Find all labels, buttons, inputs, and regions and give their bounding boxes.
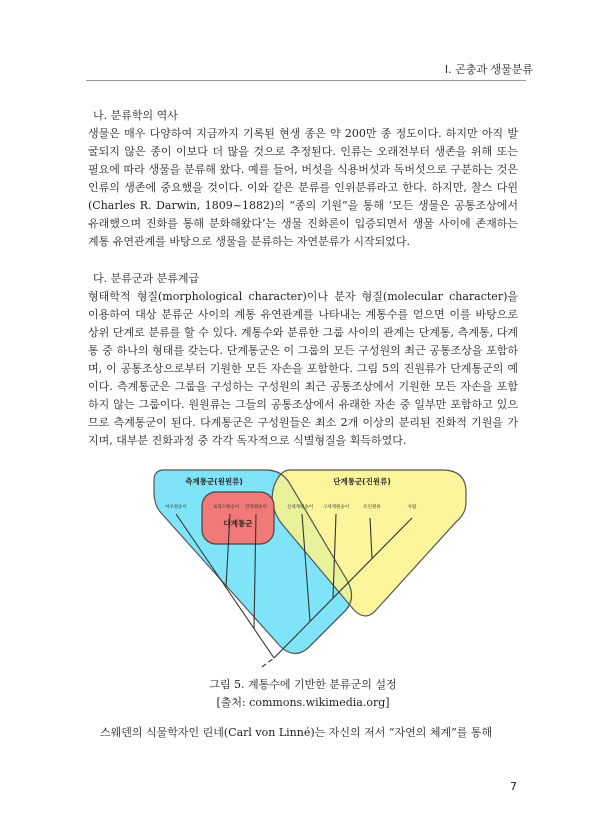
taxon-label: 사람 <box>407 505 417 510</box>
paragraph-history: 생물은 매우 다양하여 지금까지 기록된 현생 종은 약 200만 종 정도이다. 하지만 아직 발굴되지 않은 종이 이보다 더 많을 것으로 추정된다. 인류는 오래전부터 생존을 위해 또는 필요에 따라 생물을 분류해 왔다. 예를 들어, 버섯을 식용버섯과 독버섯으로 구분하는 것은 인류의 생존에 중요했을 것이다. 이와 같은 분류를 인위분류라고 한다. 하지만, 찰스 다윈(Charles R. Darwin, 1809~1882)의 “종의 기원”을 통해 ‘모든 생물은 공통조상에서 유래했으며 진화를 통해 분화해왔다’는 생물 진화론이 입증되면서 생물 사이에 존재하는 계통 유연관계를 바탕으로 생물을 분류하는 자연분류가 시작되었다. <box>88 127 518 248</box>
closing-paragraph <box>88 724 518 742</box>
taxon-label: 안경원숭이 <box>245 505 267 510</box>
running-header: I. 곤충과 생물분류 <box>444 63 533 76</box>
polyphyletic-region <box>202 492 274 544</box>
section-history <box>88 107 518 251</box>
label-polyphyletic: 다계통군 <box>223 519 253 528</box>
figure-caption: 그림 5. 계통수에 기반한 분류군의 설정 <box>209 678 397 691</box>
page-number: 7 <box>510 780 517 793</box>
section-taxa <box>88 270 518 450</box>
label-monophyletic: 단계통군(진원류) <box>333 477 391 486</box>
closing-text: 스웨덴의 식물학자인 린네(Carl von Linné)는 자신의 저서 “자연의 체계”를 통해 <box>100 726 493 739</box>
figure-source: [출처: commons.wikimedia.org] <box>216 696 390 709</box>
paragraph-taxa: 형태학적 형질(morphological character)이나 분자 형질(molecular character)을 이용하여 대상 분류군 사이의 계통 유연관계를 나타내는 계통수를 얻으면 이를 바탕으로 상위 단계로 분류를 할 수 있다. 계통수와 분류한 그룹 사이의 관계는 단계통, 측계통, 다계통 중 하나의 형태를 갖는다. 단계통군은 이 그룹의 모든 구성원의 최근 공통조상을 포함하며, 이 공통조상으로부터 기원한 모든 자손을 포함한다. 그림 5의 진원류가 단계통군의 예이다. 측계통군은 그룹을 구성하는 구성원의 최근 공통조상에서 기원한 모든 자손을 포함하지 않는 그룹이다. 원원류는 그들의 공통조상에서 유래한 자손 중 일부만 포함하고 있으므로 측계통군이 된다. 다계통군은 구성원들은 최소 2개 이상의 분리된 진화적 기원을 가지며, 대부분 진화과정 중 각각 독자적으로 식별형질을 획득하였다. <box>88 290 518 447</box>
section-title-taxa: 다. 분류군과 분류계급 <box>93 272 200 285</box>
taxon-label: 로리스원숭이 <box>212 505 240 510</box>
phylogeny-figure <box>150 462 470 672</box>
header-rule <box>86 80 526 81</box>
taxon-label: 구세계원숭이 <box>322 505 350 510</box>
label-paraphyletic: 측계통군(원원류) <box>185 477 243 486</box>
taxon-label: 유인원류 <box>363 505 381 510</box>
taxon-label: 신세계원숭이 <box>286 505 314 510</box>
tree-root-dashed <box>262 658 274 667</box>
section-title-history: 나. 분류학의 역사 <box>93 109 178 122</box>
taxon-label: 여우원숭이 <box>165 505 187 510</box>
